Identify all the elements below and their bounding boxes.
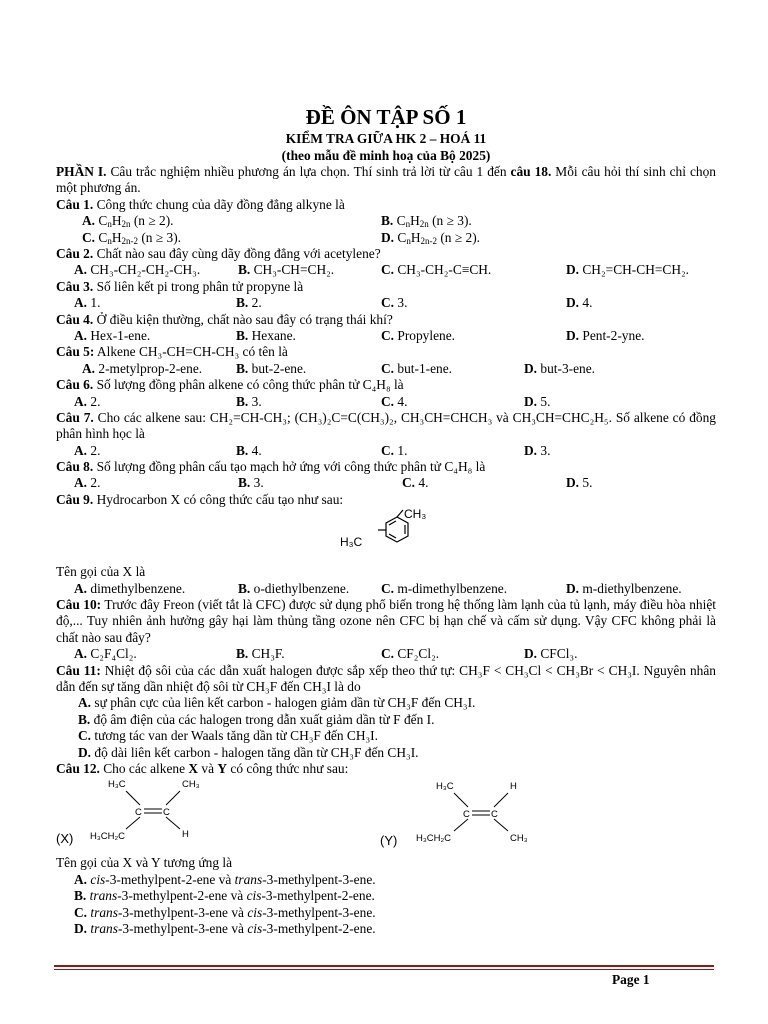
question-3: Câu 3. Số liên kết pi trong phân tử propyne là	[56, 278, 304, 294]
y-bottom-left: H₃CH₂C	[416, 833, 451, 845]
x-carbon-left: C	[135, 807, 142, 819]
question-11-option-d: D. độ dài liên kết carbon - halogen tăng dần từ CH₃F đến CH₃I.	[78, 744, 419, 760]
question-12: Câu 12. Cho các alkene X và Y có công thức như sau:	[56, 761, 349, 777]
question-2-options: A. CH₃-CH₂-CH₂-CH₃. B. CH₃-CH=CH₂. C. CH₃-CH₂-C≡CH. D. CH₂=CH-CH=CH₂.	[74, 262, 690, 278]
question-10: Câu 10: Trước đây Freon (viết tắt là CFC) được sử dụng phổ biến trong hệ thống làm lạnh của tủ lạnh, máy điều hòa nhiệt độ,... Tuy nhiên ảnh hưởng gây hại làm thủng tầng ozone nên CFC bị hạn chế và cấm sử dụng. Vậy CFC không phải là chất nào sau đây?	[56, 597, 716, 645]
alkene-structures-svg	[56, 777, 716, 855]
y-carbon-right: C	[491, 809, 498, 821]
part1-instructions: PHẦN I. Câu trắc nghiệm nhiều phương án lựa chọn. Thí sinh trả lời từ câu 1 đến câu 18. Mỗi câu hỏi thí sinh chỉ chọn một phương án.	[56, 164, 716, 196]
question-7-options: A. 2. B. 4. C. 1. D. 3.	[74, 442, 551, 458]
x-bottom-right: H	[182, 829, 189, 841]
question-11-option-b: B. độ âm điện của các halogen trong dẫn xuất giảm dần từ F đến I.	[78, 711, 435, 727]
y-carbon-left: C	[463, 809, 470, 821]
question-11: Câu 11: Nhiệt độ sôi của các dẫn xuất halogen được sắp xếp theo thứ tự: CH₃F < CH₃Cl < CH₃Br < CH₃I. Nguyên nhân dẫn đến sự tăng dần nhiệt độ sôi từ CH₃F đến CH₃I là do	[56, 662, 716, 695]
page-title: ĐỀ ÔN TẬP SỐ 1	[305, 105, 467, 129]
option-c: C. $C_nH_{2n-2}$ (n ≥ 3).	[82, 229, 182, 246]
struct-left-label: H₃C	[340, 535, 363, 550]
question-12-option-c: C. trans-3-methylpent-3-ene và cis-3-methylpent-3-ene.	[74, 904, 376, 920]
document-page	[56, 100, 716, 937]
x-bottom-left: H₃CH₂C	[90, 831, 125, 843]
alkene-structures	[56, 777, 716, 855]
question-4: Câu 4. Ở điều kiện thường, chất nào sau đây có trạng thái khí?	[56, 311, 393, 327]
footer-rule	[54, 965, 714, 967]
page-number: Page 1	[612, 972, 650, 987]
y-top-left: H₃C	[436, 781, 454, 793]
question-12-option-a: A. cis-3-methylpent-2-ene và trans-3-methylpent-3-ene.	[74, 871, 376, 887]
question-8-options: A. 2. B. 3. C. 4. D. 5.	[74, 475, 593, 491]
struct-top-label: CH₃	[404, 508, 427, 522]
x-label: (X)	[56, 831, 74, 847]
question-12-option-d: D. trans-3-methylpent-3-ene và cis-3-methylpent-2-ene.	[74, 920, 376, 936]
question-1-options-row2	[56, 230, 716, 246]
question-9-options: A. dimethylbenzene. B. o-diethylbenzene. C. m-dimethylbenzene. D. m-diethylbenzene.	[74, 580, 682, 596]
question-8: Câu 8. Số lượng đồng phân cấu tạo mạch hở ứng với công thức phân tử C₄H₈ là	[56, 459, 486, 475]
footer-rule-thin	[54, 969, 714, 970]
question-11-option-c: C. tương tác van der Waals tăng dần từ CH₃F đến CH₃I.	[78, 728, 378, 744]
question-12-option-b: B. trans-3-methylpent-2-ene và cis-3-methylpent-2-ene.	[74, 888, 375, 904]
question-9-prompt: Tên gọi của X là	[56, 564, 146, 580]
question-5-options: A. 2-metylprop-2-ene. B. but-2-ene. C. but-1-ene. D. but-3-ene.	[82, 360, 596, 376]
option-d: D. $C_nH_{2n-2}$ (n ≥ 2).	[381, 229, 481, 246]
question-3-options: A. 1. B. 2. C. 3. D. 4.	[74, 295, 593, 311]
question-1: Câu 1. Công thức chung của dãy đồng đẳng alkyne là	[56, 196, 345, 212]
question-6: Câu 6. Số lượng đồng phân alkene có công thức phân tử C₄H₈ là	[56, 377, 404, 393]
exam-subtitle: KIỂM TRA GIỮA HK 2 – HOÁ 11	[285, 131, 487, 146]
y-label: (Y)	[380, 833, 398, 849]
question-12-prompt: Tên gọi của X và Y tương ứng là	[56, 855, 233, 871]
xylene-structure-svg	[56, 508, 716, 564]
x-top-left: H₃C	[108, 779, 126, 791]
question-11-option-a: A. sự phân cực của liên kết carbon - halogen giảm dần từ CH₃F đến CH₃I.	[78, 695, 476, 711]
question-2: Câu 2. Chất nào sau đây cùng dãy đồng đẳng với acetylene?	[56, 245, 381, 261]
question-7: Câu 7. Cho các alkene sau: CH₂=CH-CH₃; (CH₃)₂C=C(CH₃)₂, CH₃CH=CHCH₃ và CH₃CH=CHC₂H₅. Số alkene có đồng phân hình học là	[56, 409, 716, 442]
y-bottom-right: CH₃	[510, 833, 528, 845]
question-10-options: A. C₂F₄Cl₂. B. CH₃F. C. CF₂Cl₂. D. CFCl₃.	[74, 646, 578, 662]
x-carbon-right: C	[163, 807, 170, 819]
exam-note: (theo mẫu đề minh hoạ của Bộ 2025)	[281, 148, 491, 163]
question-6-options: A. 2. B. 3. C. 4. D. 5.	[74, 393, 551, 409]
question-1-options-row1	[56, 213, 716, 229]
x-top-right: CH₃	[182, 779, 200, 791]
question-9: Câu 9. Hydrocarbon X có công thức cấu tạo như sau:	[56, 491, 344, 507]
option-b: B. $C_nH_{2n}$ (n ≥ 3).	[381, 213, 472, 230]
question-4-options: A. Hex-1-ene. B. Hexane. C. Propylene. D. Pent-2-yne.	[74, 327, 645, 343]
option-a: A. $C_nH_{2n}$ (n ≥ 2).	[82, 213, 174, 230]
xylene-structure	[56, 508, 716, 564]
y-top-right: H	[510, 781, 517, 793]
question-5: Câu 5: Alkene CH₃-CH=CH-CH₃ có tên là	[56, 344, 288, 360]
